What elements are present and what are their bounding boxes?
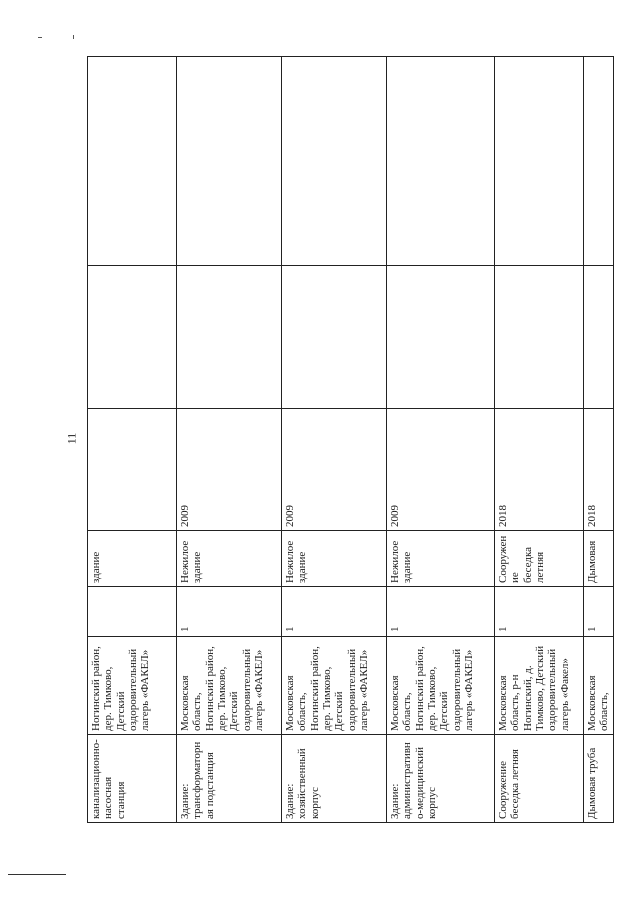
cell-empty: [387, 57, 495, 266]
cell-empty: [584, 266, 614, 409]
table-row: [88, 57, 177, 823]
table-row: [495, 57, 584, 823]
cell-year: [88, 409, 177, 531]
cell-qty: 1: [282, 587, 387, 637]
page-number: 11: [64, 432, 79, 445]
cell-qty: 1: [495, 587, 584, 637]
cell-qty: 1: [584, 587, 614, 637]
table-row: [584, 57, 614, 823]
scan-speck: [38, 37, 42, 38]
cell-type: Нежилое здание: [282, 531, 387, 587]
cell-qty: 1: [177, 587, 282, 637]
cell-empty: [584, 57, 614, 266]
cell-address: Ногинский район, дер. Тимково, Детский оздоровительный лагерь «ФАКЕЛ»: [88, 637, 177, 735]
cell-empty: [88, 266, 177, 409]
table-landscape: [87, 57, 611, 823]
cell-empty: [88, 57, 177, 266]
table-row: [177, 57, 282, 823]
cell-name: канализационно-насосная станция: [88, 735, 177, 823]
cell-type: Нежилое здание: [177, 531, 282, 587]
scan-speck: [73, 35, 74, 39]
cell-name: Здание: трансформаторная подстанция: [177, 735, 282, 823]
rotated-table-area: [87, 57, 611, 823]
cell-type: Дымовая: [584, 531, 614, 587]
cell-empty: [282, 266, 387, 409]
cell-name: Здание: административно-медицинский корпус: [387, 735, 495, 823]
cell-qty: [88, 587, 177, 637]
cell-year: 2018: [495, 409, 584, 531]
cell-address: Московская область, Ногинский район, дер. Тимково, Детский оздоровительный лагерь «ФАКЕЛ»: [177, 637, 282, 735]
cell-name: Дымовая труба: [584, 735, 614, 823]
cell-name: Здание: хозяйственный корпус: [282, 735, 387, 823]
cell-address: Московская область,: [584, 637, 614, 735]
cell-type: здание: [88, 531, 177, 587]
table-row: [387, 57, 495, 823]
property-table: [87, 56, 614, 823]
table-row: [282, 57, 387, 823]
scan-line: [8, 874, 66, 875]
cell-empty: [495, 57, 584, 266]
cell-address: Московская область, Ногинский район, дер. Тимково, Детский оздоровительный лагерь «ФАКЕЛ»: [282, 637, 387, 735]
cell-year: 2009: [282, 409, 387, 531]
cell-type: Нежилое здание: [387, 531, 495, 587]
cell-year: 2018: [584, 409, 614, 531]
cell-type: Сооружение беседка летняя: [495, 531, 584, 587]
cell-year: 2009: [387, 409, 495, 531]
cell-name: Сооружение беседка летняя: [495, 735, 584, 823]
cell-empty: [495, 266, 584, 409]
cell-empty: [177, 266, 282, 409]
cell-qty: 1: [387, 587, 495, 637]
cell-address: Московская область, Ногинский район, дер. Тимково, Детский оздоровительный лагерь «ФАКЕЛ»: [387, 637, 495, 735]
cell-address: Московская область, р-н Ногинский, д. Тимково, Детский оздоровительный лагерь «Факел»: [495, 637, 584, 735]
cell-empty: [387, 266, 495, 409]
cell-year: 2009: [177, 409, 282, 531]
cell-empty: [282, 57, 387, 266]
cell-empty: [177, 57, 282, 266]
